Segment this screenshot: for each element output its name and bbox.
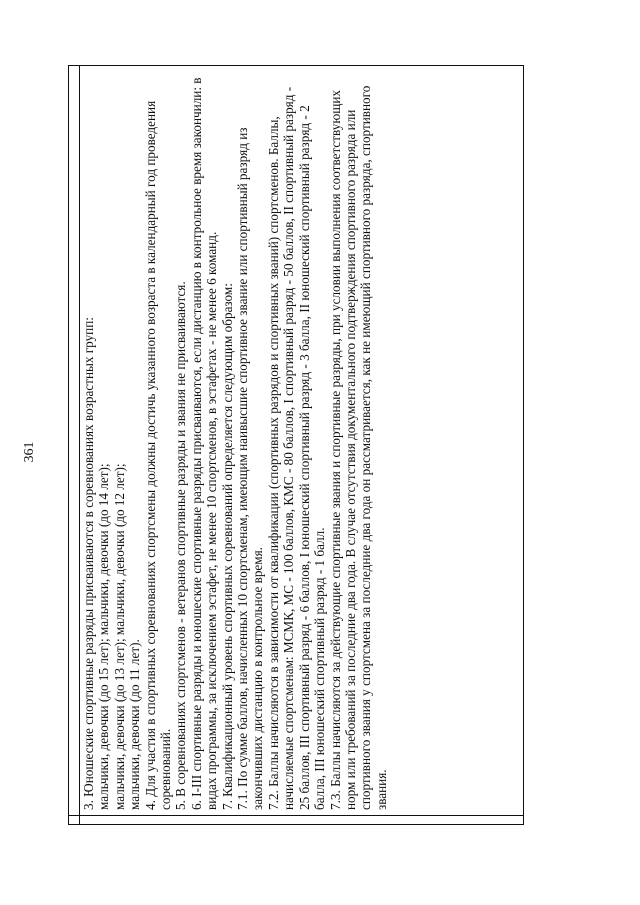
- rotated-table: [68, 65, 524, 825]
- paragraph-age-line-2: мальчики, девочки (до 13 лет); мальчики, девочки (до 12 лет);: [111, 463, 127, 810]
- paragraph-rank-conditions: 6. I-III спортивные разряды и юношеские спортивные разряды присваиваются, если дистанцию в контрольное время закончили: в видах программы, за исключением эстафет, не менее 10 спортсменов, в эстафетах - не менее 6 команд.: [188, 77, 220, 810]
- column-divider: [79, 815, 523, 816]
- table-frame: [68, 65, 524, 825]
- paragraph-age-groups: 3. Юношеские спортивные разряды присваиваются в соревнованиях возрастных групп:: [81, 317, 96, 810]
- paragraph-points-table: 7.2. Баллы начисляются в зависимости от квалификации (спортивных разрядов и спортивных званий) спортсменов. Баллы, начисляемые спортсменам: МСМК, МС - 100 баллов, КМС - 80 баллов, I спортивный разряд - 50 баллов, II спортивный разряд - 25 баллов, III спортивный разряд - 6 баллов, I юношеский спортивный разряд - 3 балла, II юношеский спортивный разряд - 2 балла, III юношеский спортивный разряд - 1 балл.: [265, 86, 328, 810]
- page-number: 361: [22, 441, 37, 463]
- paragraph-points-sum: 7.1. По сумме баллов, начисленных 10 спортсменам, имеющим наивысшие спортивное звание или спортивный разряд из закончивших дистанцию в контрольное время.: [235, 127, 266, 810]
- paragraph-qualification-level: 7. Квалификационный уровень спортивных соревнований определяется следующим образом:: [219, 283, 235, 810]
- paragraph-age-line-1: мальчики, девочки (до 15 лет); мальчики, девочки (до 14 лет);: [96, 463, 112, 810]
- header-column-divider: [69, 815, 79, 816]
- paragraph-points-validity: 7.3. Баллы начисляются за действующие спортивные звания и спортивные разряды, при условии выполнения соответствующих норм или требований за последние два года. В случае отсутствия документального подтверждения спортивного разряда или спортивного звания у спортсмена за последние два года он рассматривается, как не имеющий спортивного разряда, спортивного звания.: [327, 85, 389, 810]
- table-header-row: [69, 66, 80, 824]
- table-text-cell: [81, 74, 521, 810]
- paragraph-age-requirement: 4. Для участия в спортивных соревнованиях спортсмены должны достичь указанного возраста в календарный год проведения соревнований.: [142, 100, 174, 810]
- paragraph-age-line-3: мальчики, девочки (до 11 лет).: [127, 639, 143, 810]
- paragraph-veterans: 5. В соревнованиях спортсменов - ветеранов спортивные разряды и звания не присваиваются.: [173, 281, 189, 810]
